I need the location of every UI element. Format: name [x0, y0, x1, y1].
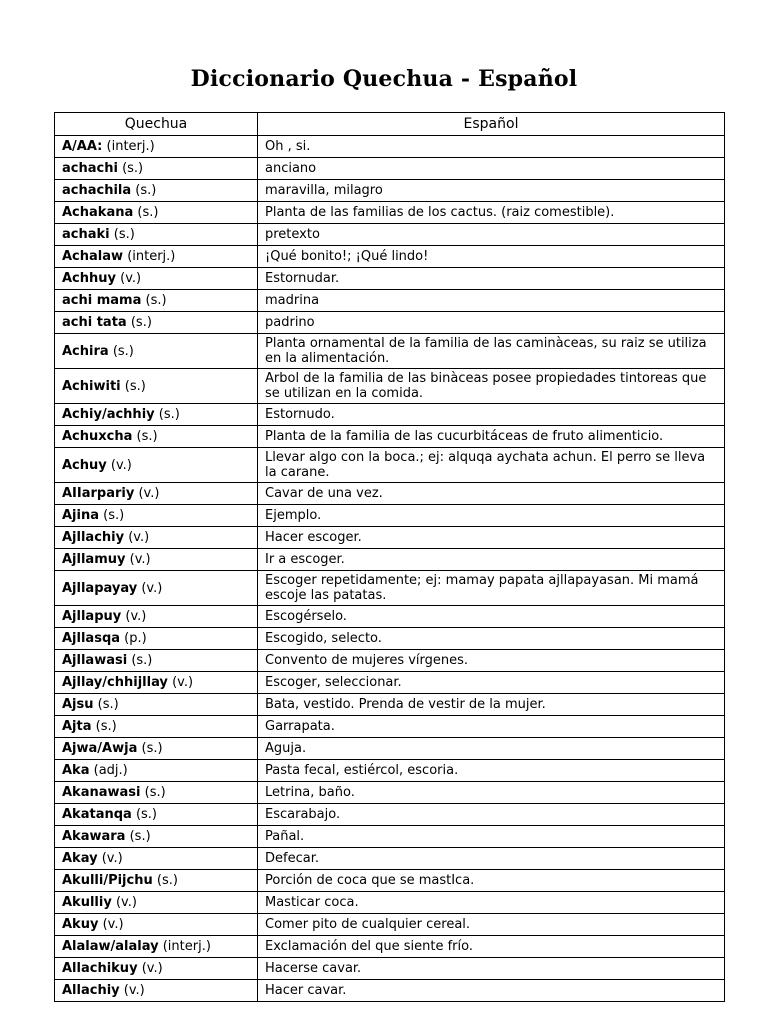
definition-cell: Escogido, selecto. — [258, 628, 725, 650]
headword: Allachiy — [62, 983, 120, 998]
headword: Ajllapuy — [62, 609, 122, 624]
quechua-cell — [55, 892, 258, 914]
table-row — [55, 268, 725, 290]
word-category: (s.) — [158, 407, 180, 422]
quechua-cell — [55, 694, 258, 716]
quechua-cell — [55, 404, 258, 426]
table-row — [55, 958, 725, 980]
headword: Ajllapayay — [62, 580, 138, 596]
quechua-cell — [55, 448, 258, 483]
quechua-cell — [55, 980, 258, 1002]
headword: A/AA: — [62, 139, 103, 154]
definition-cell: Escarabajo. — [258, 804, 725, 826]
quechua-cell — [55, 426, 258, 448]
table-row — [55, 606, 725, 628]
table-row — [55, 158, 725, 180]
table-row — [55, 716, 725, 738]
definition-cell: Aguja. — [258, 738, 725, 760]
headword: Achuy — [62, 457, 107, 473]
definition-cell: ¡Qué bonito!; ¡Qué lindo! — [258, 246, 725, 268]
table-row — [55, 760, 725, 782]
quechua-cell — [55, 268, 258, 290]
quechua-cell — [55, 549, 258, 571]
table-row — [55, 914, 725, 936]
headword: Achhuy — [62, 271, 117, 286]
quechua-cell — [55, 804, 258, 826]
definition-cell: Planta de la familia de las cucurbitáceas de fruto alimenticio. — [258, 426, 725, 448]
headword: Achiy/achhiy — [62, 407, 155, 422]
table-row — [55, 246, 725, 268]
word-category: (v.) — [128, 530, 150, 545]
quechua-cell — [55, 180, 258, 202]
table-row — [55, 527, 725, 549]
dictionary-table — [54, 112, 725, 1002]
headword: Allachikuy — [62, 961, 138, 976]
definition-cell: maravilla, milagro — [258, 180, 725, 202]
word-category: (v.) — [138, 486, 160, 501]
table-row — [55, 650, 725, 672]
definition-cell: Oh , si. — [258, 136, 725, 158]
headword: Alalaw/alalay — [62, 939, 159, 954]
quechua-cell — [55, 716, 258, 738]
definition-cell: Escoger, seleccionar. — [258, 672, 725, 694]
table-row — [55, 892, 725, 914]
word-category: (p.) — [124, 631, 147, 646]
headword: Achira — [62, 343, 109, 359]
table-body — [55, 136, 725, 1002]
quechua-cell — [55, 483, 258, 505]
quechua-cell — [55, 628, 258, 650]
word-category: (v.) — [141, 961, 163, 976]
table-row — [55, 290, 725, 312]
word-category: (v.) — [120, 271, 142, 286]
table-row — [55, 826, 725, 848]
headword: achachila — [62, 183, 132, 198]
definition-cell: Comer pito de cualquier cereal. — [258, 914, 725, 936]
definition-cell: Pañal. — [258, 826, 725, 848]
table-row — [55, 312, 725, 334]
word-category: (s.) — [137, 205, 159, 220]
table-row — [55, 426, 725, 448]
word-category: (s.) — [136, 429, 158, 444]
definition-cell: Defecar. — [258, 848, 725, 870]
word-category: (v.) — [123, 983, 145, 998]
table-header-row — [55, 113, 725, 136]
word-category: (v.) — [125, 609, 147, 624]
definition-cell: Llevar algo con la boca.; ej: alquqa aychata achun. El perro se lleva la carane. — [258, 448, 725, 483]
table-row — [55, 505, 725, 527]
definition-cell: Pasta fecal, estiércol, escoria. — [258, 760, 725, 782]
word-category: (s.) — [124, 378, 146, 394]
headword: Ajwa/Awja — [62, 741, 138, 756]
table-row — [55, 202, 725, 224]
word-category: (v.) — [101, 851, 123, 866]
definition-cell: Porción de coca que se mastIca. — [258, 870, 725, 892]
column-header-quechua: Quechua — [55, 113, 258, 136]
definition-cell: Bata, vestido. Prenda de vestir de la mujer. — [258, 694, 725, 716]
table-row — [55, 738, 725, 760]
word-category: (s.) — [122, 161, 144, 176]
definition-cell: Estornudo. — [258, 404, 725, 426]
headword: Achuxcha — [62, 429, 133, 444]
table-row — [55, 980, 725, 1002]
headword: Akulli/Pijchu — [62, 873, 153, 888]
word-category: (s.) — [97, 697, 119, 712]
headword: Ajllawasi — [62, 653, 128, 668]
headword: Ajllay/chhijllay — [62, 675, 168, 690]
definition-cell: Estornudar. — [258, 268, 725, 290]
quechua-cell — [55, 290, 258, 312]
definition-cell: Escogérselo. — [258, 606, 725, 628]
definition-cell: padrino — [258, 312, 725, 334]
word-category: (v.) — [110, 457, 132, 473]
quechua-cell — [55, 505, 258, 527]
table-row — [55, 180, 725, 202]
quechua-cell — [55, 158, 258, 180]
definition-cell: Garrapata. — [258, 716, 725, 738]
quechua-cell — [55, 672, 258, 694]
table-row — [55, 870, 725, 892]
table-row — [55, 804, 725, 826]
definition-cell: anciano — [258, 158, 725, 180]
quechua-cell — [55, 527, 258, 549]
definition-cell: Hacerse cavar. — [258, 958, 725, 980]
definition-cell: Cavar de una vez. — [258, 483, 725, 505]
word-category: (s.) — [131, 653, 153, 668]
quechua-cell — [55, 202, 258, 224]
word-category: (v.) — [141, 580, 163, 596]
document-title: Diccionario Quechua - Español — [190, 66, 578, 92]
definition-cell: Planta de las familias de los cactus. (raiz comestible). — [258, 202, 725, 224]
table-row — [55, 448, 725, 483]
headword: Akatanqa — [62, 807, 132, 822]
headword: achi tata — [62, 315, 127, 330]
headword: achaki — [62, 227, 110, 242]
headword: Ajllachiy — [62, 530, 125, 545]
definition-cell: Hacer escoger. — [258, 527, 725, 549]
table-row — [55, 404, 725, 426]
definition-cell: Letrina, baño. — [258, 782, 725, 804]
word-category: (s.) — [141, 741, 163, 756]
quechua-cell — [55, 826, 258, 848]
table-row — [55, 848, 725, 870]
definition-cell: Masticar coca. — [258, 892, 725, 914]
definition-cell: pretexto — [258, 224, 725, 246]
quechua-cell — [55, 782, 258, 804]
headword: Aka — [62, 763, 90, 778]
table-row — [55, 628, 725, 650]
quechua-cell — [55, 936, 258, 958]
headword: Akawara — [62, 829, 126, 844]
table-row — [55, 224, 725, 246]
headword: AIIarpariy — [62, 486, 135, 501]
headword: Ajta — [62, 719, 92, 734]
word-category: (s.) — [135, 807, 158, 822]
quechua-cell — [55, 246, 258, 268]
table-row — [55, 782, 725, 804]
definition-cell: Arbol de la familia de las binàceas posee propiedades tintoreas que se utilizan en la comida. — [258, 369, 725, 404]
quechua-cell — [55, 650, 258, 672]
quechua-cell — [55, 136, 258, 158]
column-header-espanol: Español — [258, 113, 725, 136]
headword: Akulliy — [62, 895, 112, 910]
table-row — [55, 369, 725, 404]
quechua-cell — [55, 738, 258, 760]
definition-cell: Hacer cavar. — [258, 980, 725, 1002]
word-category: (v.) — [172, 675, 194, 690]
quechua-cell — [55, 571, 258, 606]
headword: Achiwiti — [62, 378, 121, 394]
word-category: (s.) — [113, 227, 135, 242]
table-row — [55, 334, 725, 369]
headword: achi mama — [62, 293, 142, 308]
word-category: (adj.) — [93, 763, 128, 778]
quechua-cell — [55, 958, 258, 980]
headword: Achalaw — [62, 249, 124, 264]
definition-cell: madrina — [258, 290, 725, 312]
word-category: (interj.) — [127, 249, 176, 264]
headword: Ajllamuy — [62, 552, 126, 567]
headword: Ajina — [62, 508, 100, 523]
headword: Akay — [62, 851, 98, 866]
word-category: (s.) — [145, 293, 167, 308]
quechua-cell — [55, 760, 258, 782]
headword: Ajsu — [62, 697, 94, 712]
table-row — [55, 672, 725, 694]
word-category: (s.) — [130, 315, 152, 330]
definition-cell: Planta ornamental de la familia de las caminàceas, su raiz se utiliza en la alimentación. — [258, 334, 725, 369]
word-category: (s.) — [135, 183, 157, 198]
word-category: (s.) — [156, 873, 178, 888]
table-row — [55, 483, 725, 505]
table-row — [55, 136, 725, 158]
quechua-cell — [55, 334, 258, 369]
word-category: (v.) — [102, 917, 124, 932]
definition-cell: Convento de mujeres vírgenes. — [258, 650, 725, 672]
word-category: (s.) — [144, 785, 166, 800]
word-category: (v.) — [115, 895, 137, 910]
word-category: (s.) — [129, 829, 151, 844]
headword: Akanawasi — [62, 785, 141, 800]
quechua-cell — [55, 369, 258, 404]
table-row — [55, 694, 725, 716]
definition-cell: Ir a escoger. — [258, 549, 725, 571]
quechua-cell — [55, 224, 258, 246]
table-row — [55, 936, 725, 958]
word-category: (v.) — [129, 552, 151, 567]
word-category: (interj.) — [162, 939, 211, 954]
quechua-cell — [55, 870, 258, 892]
headword: Ajllasqa — [62, 631, 121, 646]
quechua-cell — [55, 312, 258, 334]
definition-cell: Escoger repetidamente; ej: mamay papata ajllapayasan. Mi mamá escoje las patatas. — [258, 571, 725, 606]
word-category: (s.) — [112, 343, 134, 359]
headword: achachi — [62, 161, 118, 176]
word-category: (interj.) — [106, 139, 155, 154]
headword: Achakana — [62, 205, 134, 220]
quechua-cell — [55, 914, 258, 936]
word-category: (s.) — [103, 508, 125, 523]
headword: Akuy — [62, 917, 99, 932]
word-category: (s.) — [95, 719, 117, 734]
quechua-cell — [55, 848, 258, 870]
table-row — [55, 549, 725, 571]
definition-cell: Ejemplo. — [258, 505, 725, 527]
quechua-cell — [55, 606, 258, 628]
definition-cell: Exclamación del que siente frío. — [258, 936, 725, 958]
table-row — [55, 571, 725, 606]
